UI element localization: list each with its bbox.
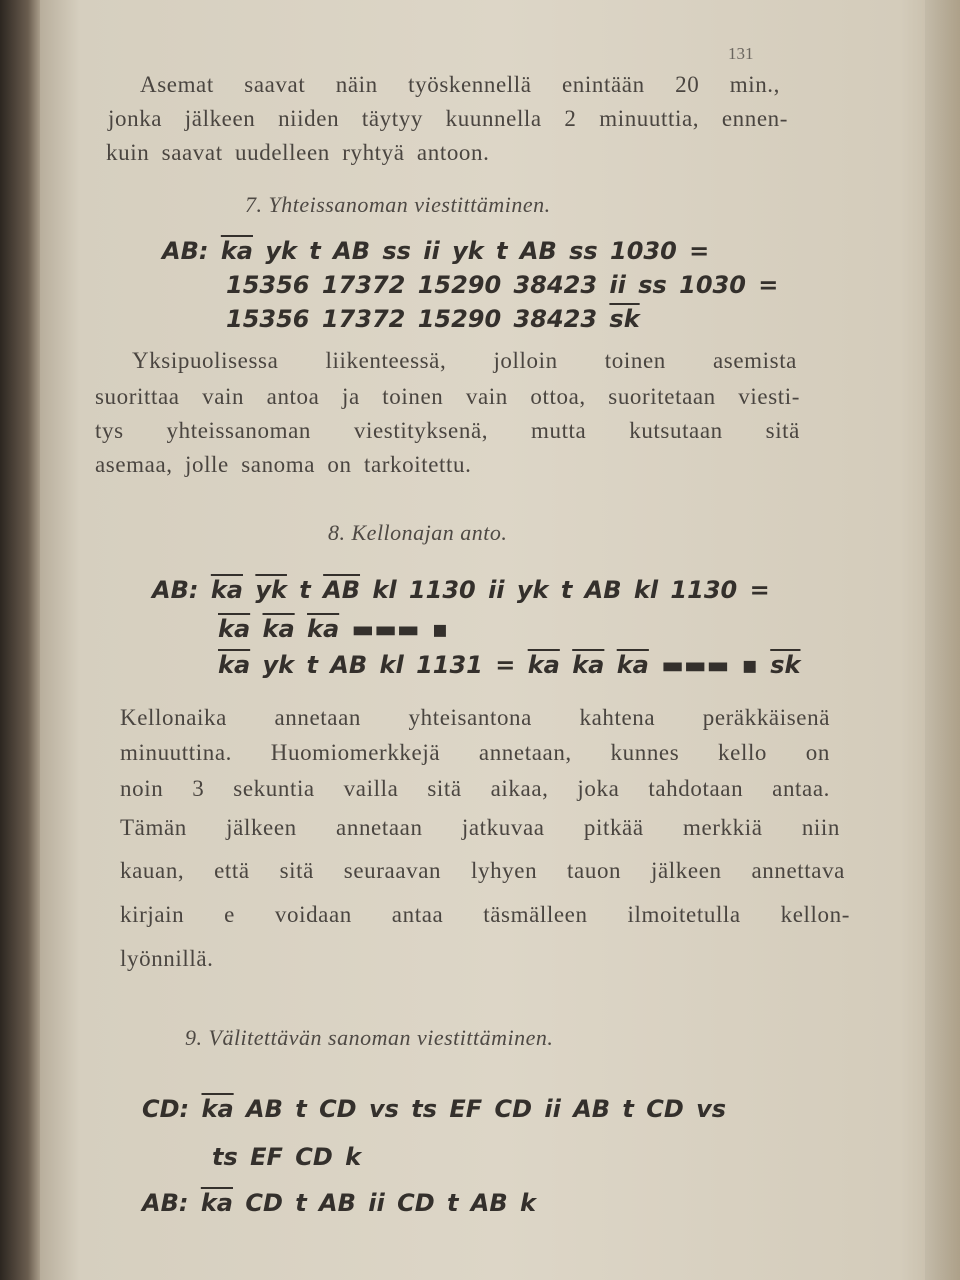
overlined-signal: $\overline{sk}$ bbox=[770, 651, 801, 679]
signal-text: CD: bbox=[142, 1095, 202, 1123]
signal-text bbox=[250, 615, 262, 643]
signal-text: CD t AB ii CD t AB k bbox=[232, 1189, 536, 1217]
section-heading: 9. Välitettävän sanoman viestittäminen. bbox=[185, 1025, 554, 1050]
signal-text: 15356 17372 15290 38423 bbox=[226, 305, 610, 333]
overlined-signal: $\overline{ka}$ bbox=[616, 651, 649, 679]
overlined-signal: $\overline{ka}$ bbox=[572, 651, 605, 679]
text-line: jonka jälkeen niiden täytyy kuunnella 2 minuuttia, ennen- bbox=[108, 106, 788, 131]
book-spine bbox=[0, 0, 40, 1280]
overlined-signal: $\overline{ka}$ bbox=[200, 1189, 233, 1217]
signal-text: AB: bbox=[152, 576, 211, 604]
signal-text: yk t AB kl 1131 = bbox=[250, 651, 528, 679]
text-line: minuuttina. Huomiomerkkejä annetaan, kunnes kello on bbox=[120, 740, 830, 765]
signal-text bbox=[243, 576, 255, 604]
overlined-signal: $\overline{ka}$ bbox=[218, 651, 251, 679]
signal-text: AB t CD vs ts EF CD ii AB t CD vs bbox=[233, 1095, 727, 1123]
code-line bbox=[218, 652, 800, 680]
signal-text: ts EF CD k bbox=[212, 1143, 362, 1171]
page-edge bbox=[925, 0, 960, 1280]
signal-text bbox=[560, 651, 572, 679]
text-line: suorittaa vain antoa ja toinen vain ottoa, suoritetaan viesti- bbox=[95, 384, 800, 409]
overlined-signal: $\overline{AB}$ bbox=[323, 576, 361, 604]
overlined-signal: $\overline{ka}$ bbox=[220, 237, 253, 265]
text-line: asemaa, jolle sanoma on tarkoitettu. bbox=[95, 452, 472, 477]
signal-text: kl 1130 ii yk t AB kl 1130 = bbox=[360, 576, 770, 604]
code-line bbox=[218, 616, 448, 644]
text-line: Yksipuolisessa liikenteessä, jolloin toinen asemista bbox=[132, 348, 797, 373]
text-line: Asemat saavat näin työskennellä enintään 20 min., bbox=[140, 72, 780, 97]
text-line: kirjain e voidaan antaa täsmälleen ilmoitetulla kellon- bbox=[120, 902, 850, 927]
text-line: noin 3 sekuntia vailla sitä aikaa, joka tahdotaan antaa. bbox=[120, 776, 830, 801]
text-line: kauan, että sitä seuraavan lyhyen tauon jälkeen annettava bbox=[120, 858, 845, 883]
text-line: kuin saavat uudelleen ryhtyä antoon. bbox=[106, 140, 490, 165]
signal-text: 15356 17372 15290 38423 ii ss 1030 = bbox=[226, 271, 779, 299]
overlined-signal: $\overline{sk}$ bbox=[609, 305, 640, 333]
section-heading: 8. Kellonajan anto. bbox=[328, 520, 508, 545]
overlined-signal: $\overline{ka}$ bbox=[527, 651, 560, 679]
page-number: 131 bbox=[728, 44, 754, 63]
code-line bbox=[162, 238, 709, 266]
code-line bbox=[152, 577, 770, 605]
text-line: tys yhteissanoman viestityksenä, mutta kutsutaan sitä bbox=[95, 418, 800, 443]
overlined-signal: $\overline{ka}$ bbox=[210, 576, 243, 604]
signal-text: AB: bbox=[142, 1189, 201, 1217]
code-line bbox=[212, 1144, 361, 1172]
signal-text: ▬▬▬ ▪ bbox=[339, 615, 449, 643]
signal-text bbox=[604, 651, 616, 679]
code-line bbox=[142, 1096, 726, 1124]
overlined-signal: $\overline{ka}$ bbox=[307, 615, 340, 643]
overlined-signal: $\overline{ka}$ bbox=[201, 1095, 234, 1123]
text-line: Kellonaika annetaan yhteisantona kahtena peräkkäisenä bbox=[120, 705, 830, 730]
text-line: lyönnillä. bbox=[120, 946, 214, 971]
signal-text: AB: bbox=[162, 237, 221, 265]
overlined-signal: $\overline{ka}$ bbox=[218, 615, 251, 643]
code-line bbox=[226, 272, 778, 300]
signal-text bbox=[295, 615, 307, 643]
signal-text: ▬▬▬ ▪ bbox=[648, 651, 771, 679]
signal-text: yk t AB ss ii yk t AB ss 1030 = bbox=[252, 237, 710, 265]
signal-text: t bbox=[286, 576, 324, 604]
section-heading: 7. Yhteissanoman viestittäminen. bbox=[245, 192, 551, 217]
overlined-signal: $\overline{yk}$ bbox=[255, 576, 287, 604]
text-line: Tämän jälkeen annetaan jatkuvaa pitkää merkkiä niin bbox=[120, 815, 840, 840]
overlined-signal: $\overline{ka}$ bbox=[262, 615, 295, 643]
code-line bbox=[226, 306, 640, 334]
code-line bbox=[142, 1190, 536, 1218]
